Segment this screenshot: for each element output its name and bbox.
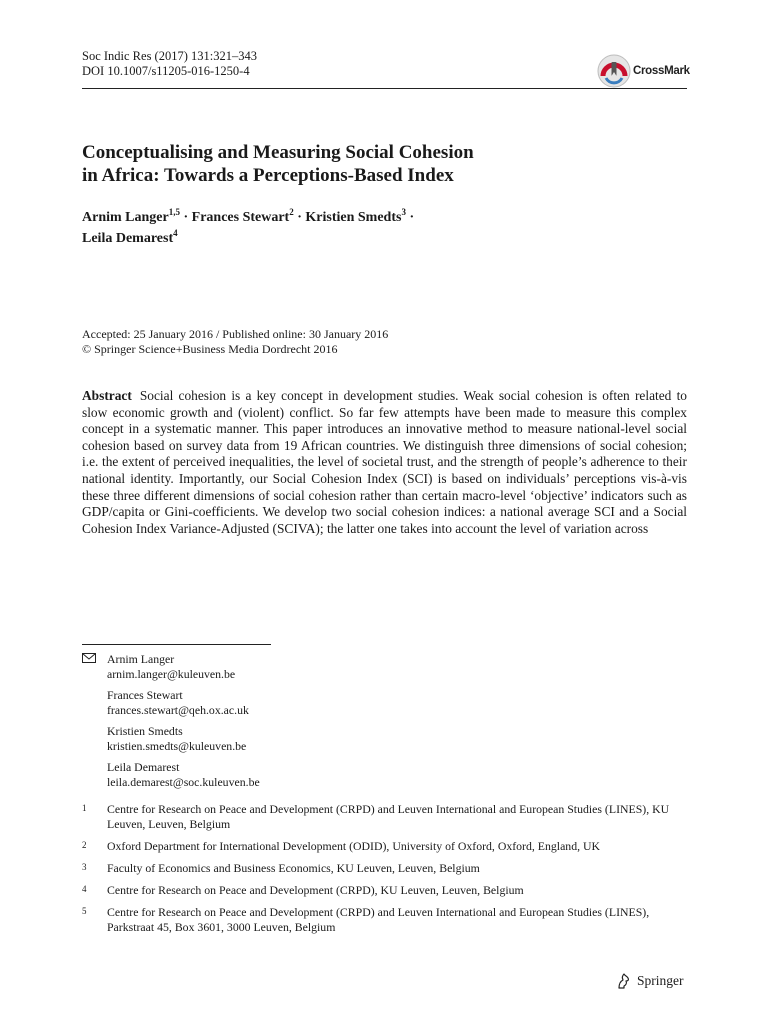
crossmark-icon <box>597 54 631 88</box>
affiliation-text: Centre for Research on Peace and Development (CRPD) and Leuven International and European Studies (LINES), Parkstraat 45, Box 3601, 3000 Leuven, Belgium <box>107 905 650 934</box>
affiliation-text: Centre for Research on Peace and Development (CRPD), KU Leuven, Leuven, Belgium <box>107 883 524 897</box>
affiliation-text: Centre for Research on Peace and Development (CRPD) and Leuven International and European Studies (LINES), KU Leuven, Leuven, Belgium <box>107 802 670 831</box>
contact-email[interactable]: leila.demarest@soc.kuleuven.be <box>107 775 260 789</box>
contact-entry <box>82 760 260 790</box>
affiliation-text: Oxford Department for International Development (ODID), University of Oxford, Oxford, England, UK <box>107 839 601 853</box>
springer-horse-icon <box>615 972 633 990</box>
author-separator: · <box>409 210 415 225</box>
crossmark-badge[interactable] <box>597 54 690 88</box>
contact-entry <box>82 688 260 718</box>
author-affil-marker: 1,5 <box>168 207 180 217</box>
affiliation-entry <box>82 883 687 898</box>
author-name: Frances Stewart <box>191 210 290 225</box>
abstract <box>82 388 687 537</box>
contact-email[interactable]: frances.stewart@qeh.ox.ac.uk <box>107 703 249 717</box>
title-line: Conceptualising and Measuring Social Cohesion <box>82 142 474 163</box>
journal-citation: Soc Indic Res (2017) 131:321–343 <box>82 49 257 63</box>
copyright-notice: © Springer Science+Business Media Dordrecht 2016 <box>82 342 338 356</box>
envelope-icon <box>82 653 96 663</box>
contact-name: Arnim Langer <box>107 652 175 666</box>
contact-entry <box>82 652 260 682</box>
author-affil-marker: 4 <box>173 228 178 238</box>
crossmark-label: CrossMark <box>633 65 690 77</box>
footnote-rule <box>82 644 271 645</box>
affiliation-entry <box>82 905 687 935</box>
contact-list <box>82 652 260 796</box>
paper-title <box>82 141 642 187</box>
author-affil-marker: 2 <box>289 207 294 217</box>
author-name: Arnim Langer <box>82 210 169 225</box>
affiliation-text: Faculty of Economics and Business Economics, KU Leuven, Leuven, Belgium <box>107 861 480 875</box>
abstract-text: Social cohesion is a key concept in development studies. Weak social cohesion is often related to slow economic growth and (violent) conflict. So far few attempts have been made to measure this complex concept in a systematic manner. This paper introduces an innovative method to measure national-level social cohesion based on survey data from 19 African countries. We distinguish three dimensions of social cohesion; i.e. the extent of perceived inequalities, the level of societal trust, and the strength of people’s adherence to their national identity. Importantly, our Social Cohesion Index (SCI) is based on individuals’ perceptions vis-à-vis these three different dimensions of social cohesion rather than certain macro-level ‘objective’ indicators such as GDP/capita or Gini-coefficients. We develop two social cohesion indices: a national average SCI and a Social Cohesion Index Variance-Adjusted (SCIVA); the latter one takes into account the level of variation across <box>82 388 687 536</box>
contact-email[interactable]: arnim.langer@kuleuven.be <box>107 667 236 681</box>
journal-header <box>82 49 257 79</box>
publisher-name: Springer <box>637 973 684 988</box>
affiliation-number: 1 <box>82 803 87 813</box>
affiliation-entry <box>82 861 687 876</box>
affiliation-entry <box>82 839 687 854</box>
author-affil-marker: 3 <box>401 207 406 217</box>
contact-name: Frances Stewart <box>107 688 183 702</box>
author-name: Kristien Smedts <box>305 210 402 225</box>
affiliation-entry <box>82 802 687 832</box>
contact-entry <box>82 724 260 754</box>
affiliation-number: 4 <box>82 884 87 894</box>
author-separator: · <box>297 210 302 225</box>
header-rule <box>82 88 687 89</box>
doi[interactable]: DOI 10.1007/s11205-016-1250-4 <box>82 64 250 78</box>
affiliation-number: 5 <box>82 906 87 916</box>
affiliation-list <box>82 802 687 942</box>
author-list <box>82 207 642 249</box>
title-line: in Africa: Towards a Perceptions-Based Index <box>82 165 454 186</box>
publisher-logo <box>615 972 684 990</box>
author-name: Leila Demarest <box>82 231 174 246</box>
contact-email[interactable]: kristien.smedts@kuleuven.be <box>107 739 247 753</box>
accepted-date: Accepted: 25 January 2016 / Published online: 30 January 2016 <box>82 327 389 341</box>
affiliation-number: 3 <box>82 862 87 872</box>
publication-dates <box>82 327 388 357</box>
abstract-label: Abstract <box>82 388 132 403</box>
contact-name: Kristien Smedts <box>107 724 183 738</box>
contact-name: Leila Demarest <box>107 760 180 774</box>
affiliation-number: 2 <box>82 840 87 850</box>
author-separator: · <box>183 210 189 225</box>
